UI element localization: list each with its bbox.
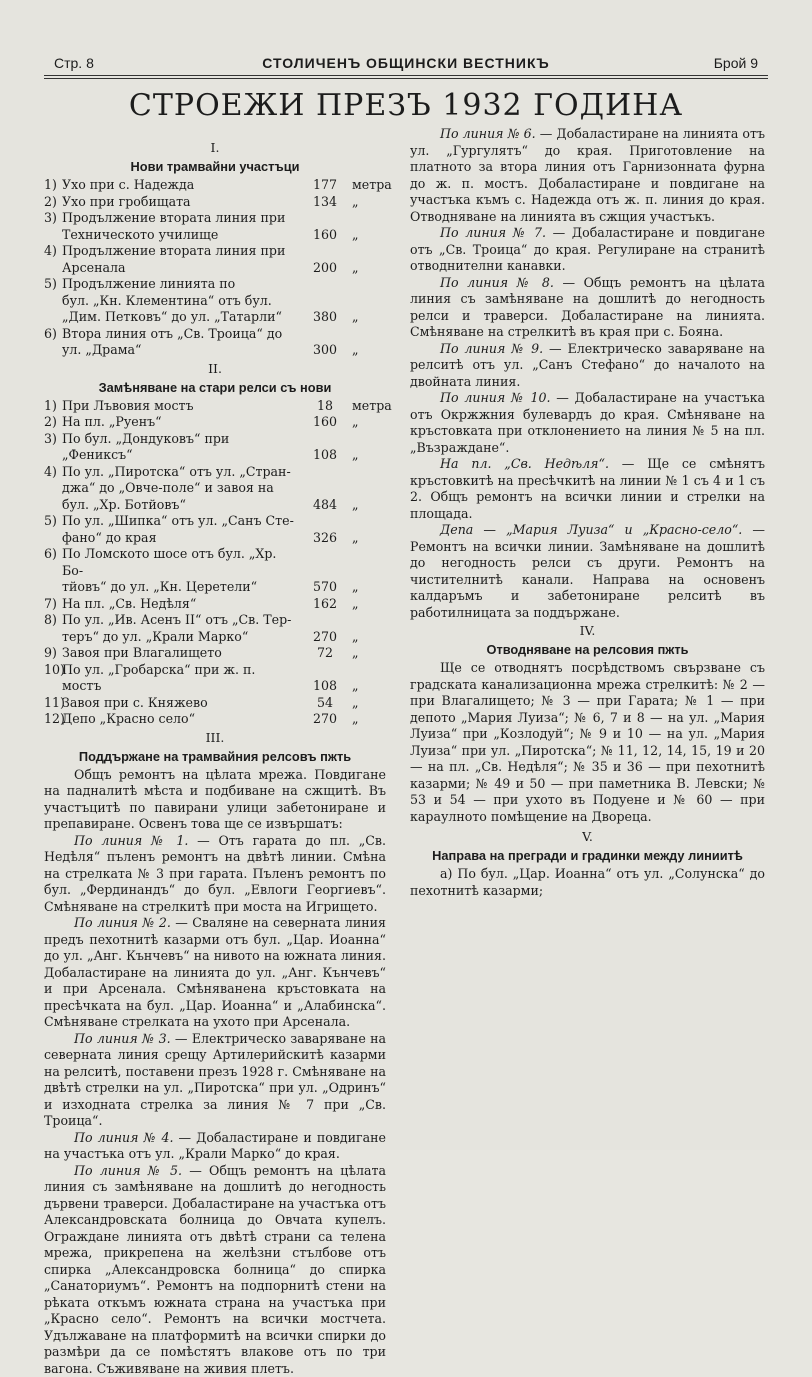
item-text-line: Арсенала xyxy=(62,260,298,277)
line-work-paragraph xyxy=(410,522,765,621)
line-work-text: — Ще се смѣнятъ кръстовкитѣ на пресѣчкитѣ на линии № 1 съ 4 и 1 съ 2. Общъ ремонтъ на всички линии и стрелки на площада. xyxy=(410,456,765,521)
item-text-line: На пл. „Св. Недѣля“ xyxy=(62,596,298,613)
line-work-text: — Отъ гарата до пл. „Св. Недѣля“ пъленъ ремонтъ на двѣтѣ линии. Смѣна на стрелката № 3 при гарата. Пъленъ ремонтъ по бул. „Фердинандъ“ до бул. „Евлоги Георгиевъ“. Смѣняване на стрелкитѣ при моста на Игрището. xyxy=(44,833,386,914)
item-number: 7) xyxy=(44,596,62,613)
page-header xyxy=(44,52,768,74)
item-number: 8) xyxy=(44,612,62,645)
item-unit: „ xyxy=(352,342,386,359)
item-unit: „ xyxy=(352,530,386,547)
item-text xyxy=(62,662,298,695)
line-label: По линия № 10. xyxy=(440,390,550,405)
item-text xyxy=(62,711,298,728)
list-item xyxy=(44,276,386,326)
line-work-paragraph xyxy=(410,390,765,456)
right-column xyxy=(410,126,765,899)
item-length: 380 xyxy=(298,309,352,326)
list-item xyxy=(44,243,386,276)
line-work-text: — Ремонтъ на всички линии. Замѣняване на дошлитѣ до негодность релси съ други. Ремонтъ на чистителнитѣ канали. Направа на основенъ калдаръмъ и забетониране релситѣ въ работилницата за поддържане. xyxy=(410,522,765,620)
item-number: 5) xyxy=(44,276,62,326)
item-text-line: Техническото училище xyxy=(62,227,298,244)
item-text-line: ул. „Драма“ xyxy=(62,342,298,359)
section-paragraphs-continued xyxy=(410,126,765,621)
item-number: 4) xyxy=(44,464,62,514)
item-text xyxy=(62,546,298,596)
item-text xyxy=(62,210,298,243)
item-length: 18 xyxy=(298,398,352,415)
line-label: По линия № 6. xyxy=(440,126,536,141)
item-number: 12) xyxy=(44,711,62,728)
line-work-paragraph xyxy=(44,833,386,916)
item-text-line: тйовъ“ до ул. „Кн. Церетели“ xyxy=(62,579,298,596)
item-text-line: „Дим. Петковъ“ до ул. „Татарли“ xyxy=(62,309,298,326)
item-text-line: По ул. „Шипка“ отъ ул. „Санъ Сте- xyxy=(62,513,298,530)
section-title: Замѣняване на стари релси съ нови xyxy=(44,379,386,396)
section-paragraphs xyxy=(44,833,386,1377)
list-item xyxy=(44,194,386,211)
item-text-line: На пл. „Руенъ“ xyxy=(62,414,298,431)
line-label: По линия № 2. xyxy=(74,915,171,930)
line-work-text: — Добаластиране на линията отъ ул. „Гургулятъ“ до края. Приготовление на платното за втора линия отъ Гарнизонната фурна до ж. п. мостъ. Добаластиране и повдигане на участъка къмъ с. Надежда отъ ж. п. линия до края. Отводняване на линията въ сжщия участъкъ. xyxy=(410,126,765,224)
item-text-line: По бул. „Дондуковъ“ при „Фениксъ“ xyxy=(62,431,298,464)
line-work-text: — Добаластиране и повдигане на участъка отъ ул. „Крали Марко“ до края. xyxy=(44,1130,386,1162)
line-work-paragraph xyxy=(44,1130,386,1163)
item-length: 54 xyxy=(298,695,352,712)
item-length: 270 xyxy=(298,629,352,646)
section-title: Отводняване на релсовия пжть xyxy=(410,641,765,658)
item-text xyxy=(62,645,298,662)
line-work-text: — Общъ ремонтъ на цѣлата линия съ замѣняване на дошлитѣ до негодность релси и траверси. Добаластиране на линията. Смѣняване на стрелкитѣ въ края при с. Бояна. xyxy=(410,275,765,340)
item-length: 200 xyxy=(298,260,352,277)
item-text-line: джа“ до „Овче-поле“ и завоя на xyxy=(62,480,298,497)
article-title: СТРОЕЖИ ПРЕЗЪ 1932 ГОДИНА xyxy=(44,88,768,124)
list-item xyxy=(44,612,386,645)
list-item xyxy=(44,398,386,415)
item-length: 570 xyxy=(298,579,352,596)
left-column xyxy=(44,140,386,1377)
item-unit: „ xyxy=(352,309,386,326)
item-unit: метра xyxy=(352,177,386,194)
item-text-line: Продължение втората линия при xyxy=(62,210,298,227)
item-length: 177 xyxy=(298,177,352,194)
issue-number: Брой 9 xyxy=(714,55,758,71)
item-text-line: По ул. „Гробарска“ при ж. п. мостъ xyxy=(62,662,298,695)
item-unit: метра xyxy=(352,398,386,415)
item-text xyxy=(62,596,298,613)
item-unit: „ xyxy=(352,414,386,431)
section-intro: Общъ ремонтъ на цѣлата мрежа. Повдигане на падналитѣ мѣста и подбиване на сжщитѣ. Въ участъцитѣ по павирани улици забетониране и препавиране. Освенъ това ще се извършатъ: xyxy=(44,767,386,833)
item-unit: „ xyxy=(352,497,386,514)
item-text-line: Продължение линията по xyxy=(62,276,298,293)
line-work-paragraph xyxy=(44,1163,386,1377)
list-item xyxy=(44,464,386,514)
item-number: 6) xyxy=(44,546,62,596)
item-text-line: Завоя при с. Княжево xyxy=(62,695,298,712)
item-number: 1) xyxy=(44,398,62,415)
line-label: По линия № 3. xyxy=(74,1031,171,1046)
list-item xyxy=(44,546,386,596)
item-text xyxy=(62,276,298,326)
line-work-text: — Електрическо заваряване на северната линия срещу Артилерийскитѣ казарми на релситѣ, поставени презъ 1928 г. Смѣняване на двѣтѣ стрелки на ул. „Пиротска“ при ул. „Одринъ“ и изходната стрелка за линия № 7 при „Св. Троица“. xyxy=(44,1031,386,1129)
item-text xyxy=(62,464,298,514)
section-number: III. xyxy=(44,730,386,746)
item-text-line: Ухо при гробищата xyxy=(62,194,298,211)
item-number: 9) xyxy=(44,645,62,662)
item-number: 3) xyxy=(44,210,62,243)
section-number: I. xyxy=(44,140,386,156)
list-item xyxy=(44,177,386,194)
item-unit: „ xyxy=(352,227,386,244)
item-number: 4) xyxy=(44,243,62,276)
section-title: Нови трамвайни участъци xyxy=(44,158,386,175)
line-work-paragraph xyxy=(410,456,765,522)
item-text-line: Депо „Красно село“ xyxy=(62,711,298,728)
line-work-paragraph xyxy=(44,915,386,1031)
line-label: По линия № 9. xyxy=(440,341,543,356)
item-number: 5) xyxy=(44,513,62,546)
item-text-line: Втора линия отъ „Св. Троица“ до xyxy=(62,326,298,343)
line-label: По линия № 7. xyxy=(440,225,546,240)
line-work-paragraph xyxy=(44,1031,386,1130)
line-work-text: — Сваляне на северната линия предъ пехотнитѣ казарми отъ бул. „Цар. Иоанна“ до ул. „Анг. Кънчевъ“ на нивото на южната линия. Добаластиране на линията до ул. „Анг. Кънчевъ“ и при Арсенала. Смѣняванена кръстовката на пресѣчката на бул. „Цар. Иоанна“ и „Алабинска“. Смѣняване стрелката на ухото при Арсенала. xyxy=(44,915,386,1029)
page-number: Стр. 8 xyxy=(54,55,94,71)
item-text-line: По Ломското шосе отъ бул. „Хр. Бо- xyxy=(62,546,298,579)
item-text xyxy=(62,695,298,712)
line-work-paragraph xyxy=(410,126,765,225)
list-item xyxy=(44,711,386,728)
item-length: 326 xyxy=(298,530,352,547)
item-length: 160 xyxy=(298,227,352,244)
line-label: По линия № 1. xyxy=(74,833,188,848)
item-text-line: Завоя при Влагалището xyxy=(62,645,298,662)
list-item xyxy=(44,210,386,243)
item-unit: „ xyxy=(352,645,386,662)
item-text xyxy=(62,414,298,431)
header-rule xyxy=(44,75,768,76)
line-label: По линия № 5. xyxy=(74,1163,182,1178)
section-text: а) По бул. „Цар. Иоанна“ отъ ул. „Солунска“ до пехотнитѣ казарми; xyxy=(410,866,765,899)
line-work-paragraph xyxy=(410,275,765,341)
section-number: V. xyxy=(410,829,765,845)
list-item xyxy=(44,695,386,712)
item-text-line: Ухо при с. Надежда xyxy=(62,177,298,194)
item-text xyxy=(62,431,298,464)
list-item xyxy=(44,431,386,464)
item-length: 108 xyxy=(298,678,352,695)
section-list xyxy=(44,398,386,728)
item-unit: „ xyxy=(352,579,386,596)
section-text: Ще се отводнятъ посрѣдствомъ свързване съ градската канализационна мрежа стрелкитѣ: № 2 — при Влагалището; № 3 — при Гарата; № 1 — при депото „Мария Луиза“; № 6, 7 и 8 — на ул. „Мария Луиза“ при „Козлодуй“; № 9 и 10 — на ул. „Мария Луиза“ при ул. „Пиротска“; № 11, 12, 14, 15, 19 и 20 — на пл. „Св. Недѣля“; № 35 и 36 — при пехотнитѣ казарми; № 49 и 50 — при паметника В. Левски; № 53 и 54 — при ухото въ Подуене и № 60 — при караулното помѣщение на Двореца. xyxy=(410,660,765,825)
list-item xyxy=(44,513,386,546)
item-unit: „ xyxy=(352,194,386,211)
item-length: 72 xyxy=(298,645,352,662)
item-text xyxy=(62,513,298,546)
section-title: Направа на прегради и градинки между линиитѣ xyxy=(410,847,765,864)
item-text xyxy=(62,398,298,415)
item-text-line: По ул. „Ив. Асенъ II“ отъ „Св. Тер- xyxy=(62,612,298,629)
item-text-line: Продължение втората линия при xyxy=(62,243,298,260)
item-text xyxy=(62,612,298,645)
newspaper-title: СТОЛИЧЕНЪ ОБЩИНСКИ ВЕСТНИКЪ xyxy=(44,55,768,71)
item-unit: „ xyxy=(352,629,386,646)
item-number: 3) xyxy=(44,431,62,464)
line-work-paragraph xyxy=(410,341,765,391)
item-length: 270 xyxy=(298,711,352,728)
item-number: 1) xyxy=(44,177,62,194)
item-unit: „ xyxy=(352,596,386,613)
item-unit: „ xyxy=(352,260,386,277)
line-label: Депа — „Мария Луиза“ и „Красно-село“. xyxy=(440,522,742,537)
item-text-line: бул. „Кн. Клементина“ отъ бул. xyxy=(62,293,298,310)
line-label: По линия № 8. xyxy=(440,275,554,290)
section-number: IV. xyxy=(410,623,765,639)
item-text xyxy=(62,326,298,359)
item-text xyxy=(62,194,298,211)
item-unit: „ xyxy=(352,695,386,712)
item-length: 108 xyxy=(298,447,352,464)
item-text xyxy=(62,243,298,276)
item-number: 11) xyxy=(44,695,62,712)
item-unit: „ xyxy=(352,678,386,695)
item-length: 162 xyxy=(298,596,352,613)
section-title: Поддържане на трамвайния релсовъ пжть xyxy=(44,748,386,765)
item-number: 10) xyxy=(44,662,62,695)
line-work-text: — Общъ ремонтъ на цѣлата линия съ замѣняване на дошлитѣ до негодность дървени траверси. Добаластиране на участъка отъ Александровската болница до Овчата купелъ. Ограждане линията отъ двѣтѣ страни са телена мрежа, прикрепена на желѣзни стълбове отъ спирка „Александровска болница“ до спирка „Санаториумъ“. Ремонтъ на подпорнитѣ стени на рѣката откъмъ южната страна на участъка при „Красно село“. Ремонтъ на всички мостчета. Удължаване на платформитѣ на всички спирки до размѣри да се помѣстятъ влакове отъ по три вагона. Съживяване на живия плетъ. xyxy=(44,1163,386,1376)
item-number: 2) xyxy=(44,194,62,211)
section-number: II. xyxy=(44,361,386,377)
item-number: 6) xyxy=(44,326,62,359)
item-text-line: фано“ до края xyxy=(62,530,298,547)
item-length: 300 xyxy=(298,342,352,359)
item-number: 2) xyxy=(44,414,62,431)
item-unit: „ xyxy=(352,447,386,464)
list-item xyxy=(44,645,386,662)
item-text xyxy=(62,177,298,194)
list-item xyxy=(44,326,386,359)
list-item xyxy=(44,662,386,695)
item-text-line: По ул. „Пиротска“ отъ ул. „Стран- xyxy=(62,464,298,481)
item-text-line: теръ“ до ул. „Крали Марко“ xyxy=(62,629,298,646)
item-text-line: При Лъвовия мостъ xyxy=(62,398,298,415)
item-length: 134 xyxy=(298,194,352,211)
line-work-text: — Добаластиране на участъка отъ Окржжния булевардъ до края. Смѣняване на кръстовката при отклонението на линия № 5 на пл. „Възраждане“. xyxy=(410,390,765,455)
item-unit: „ xyxy=(352,711,386,728)
line-label: На пл. „Св. Недѣля“. xyxy=(440,456,609,471)
list-item xyxy=(44,596,386,613)
header-rule-double xyxy=(44,78,768,79)
line-work-paragraph xyxy=(410,225,765,275)
line-work-text: — Добаластиране и повдигане отъ „Св. Троица“ до края. Регулиране на странитѣ отводнителни канавки. xyxy=(410,225,765,273)
item-length: 484 xyxy=(298,497,352,514)
item-length: 160 xyxy=(298,414,352,431)
list-item xyxy=(44,414,386,431)
line-work-text: — Електрическо заваряване на релситѣ отъ ул. „Санъ Стефано“ до началото на двойната линия. xyxy=(410,341,765,389)
line-label: По линия № 4. xyxy=(74,1130,173,1145)
section-list xyxy=(44,177,386,359)
item-text-line: бул. „Хр. Ботйовъ“ xyxy=(62,497,298,514)
